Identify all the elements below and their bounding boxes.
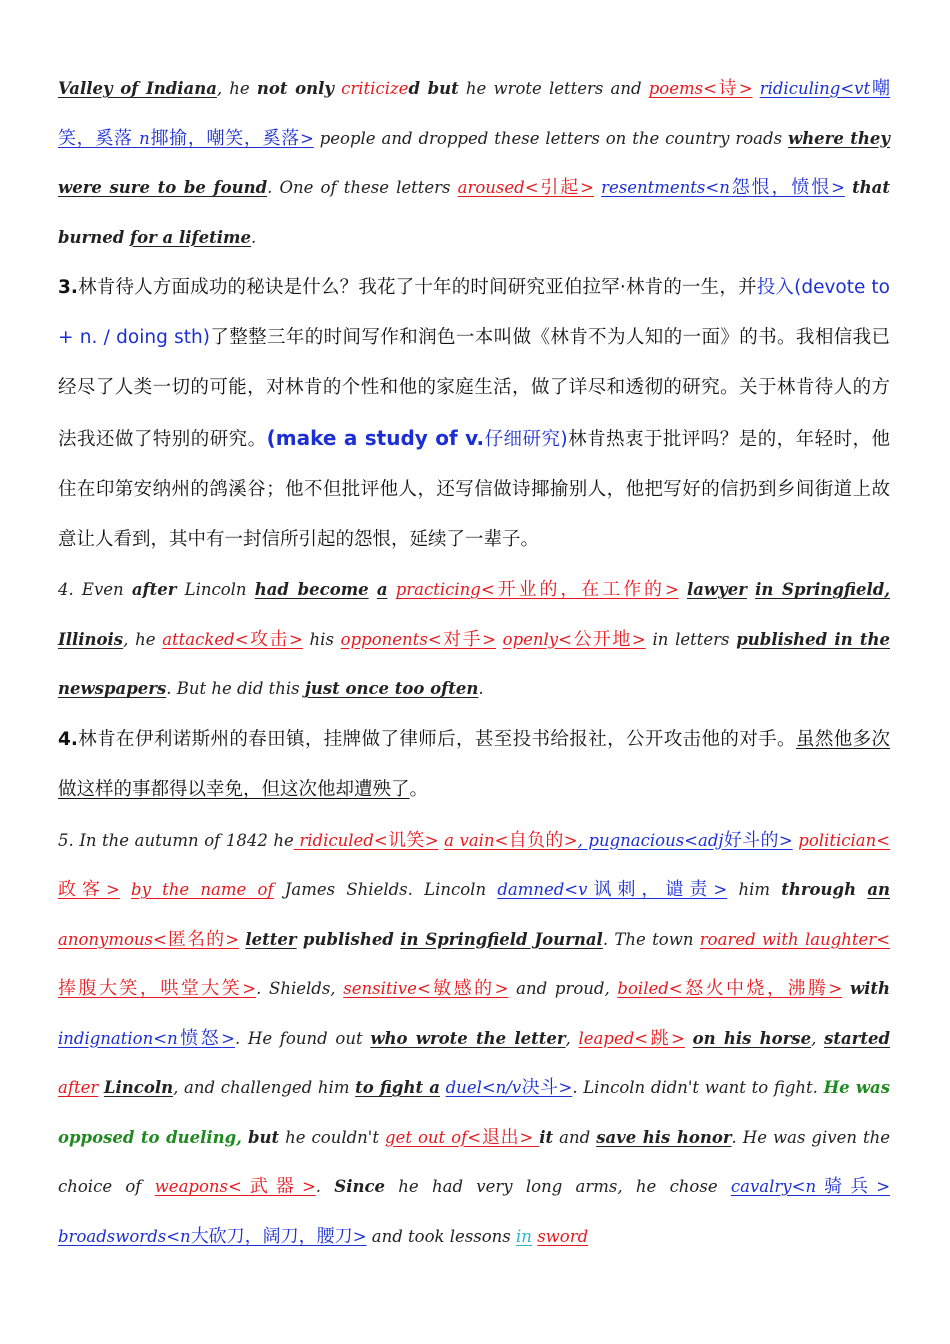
text-run: practicing<: [395, 580, 495, 599]
text-run: 讥笑: [387, 829, 425, 851]
text-run: 退出: [481, 1126, 520, 1148]
text-run: >: [519, 1127, 540, 1147]
text-run: >: [424, 830, 439, 850]
text-run: 仔细研究): [484, 429, 568, 450]
text-run: with: [849, 979, 891, 998]
text-run: 好斗的: [723, 829, 779, 851]
text-run: by the name of: [131, 880, 274, 899]
text-run: [747, 580, 755, 599]
text-run: 公开地: [571, 628, 632, 650]
text-run: . But he did this: [166, 679, 305, 698]
text-run: criticize: [341, 79, 409, 98]
text-run: . Lincoln didn't want to fight.: [572, 1078, 824, 1097]
text-run: >: [352, 1226, 367, 1246]
text-run: 政客: [58, 879, 106, 900]
text-run: 匿名的: [166, 928, 226, 950]
text-run: >: [105, 880, 120, 899]
text-run: 捧腹大笑，哄堂大笑: [58, 978, 243, 999]
text-run: [845, 178, 852, 197]
text-run: , he: [123, 629, 163, 649]
text-run: >: [494, 979, 509, 998]
text-run: politician<: [798, 830, 891, 850]
text-run: him: [727, 880, 782, 899]
text-run: ,: [811, 1028, 825, 1048]
text-run: , pugnacious<adj: [577, 830, 724, 850]
text-run: >: [664, 580, 679, 599]
text-run: he couldn't: [279, 1127, 385, 1147]
text-run: through: [781, 880, 857, 899]
text-run: 怒火中烧，沸腾: [682, 978, 829, 999]
text-run: [120, 880, 131, 899]
text-run: . He found out: [234, 1028, 371, 1048]
text-run: boiled<: [617, 979, 683, 998]
text-run: an: [867, 880, 891, 899]
paragraph-english-5: [58, 816, 890, 1262]
text-run: in Springfield, Illinois: [58, 580, 891, 649]
text-run: >: [242, 979, 257, 998]
text-run: he had very long arms, he chose: [385, 1177, 731, 1196]
text-run: letter: [245, 929, 297, 949]
text-run: published in the newspapers: [58, 629, 891, 698]
text-run: 武器: [241, 1176, 302, 1197]
text-run: >: [580, 178, 594, 197]
text-run: to fight a: [355, 1078, 440, 1097]
paragraph-english-3: [58, 64, 890, 262]
text-run: it: [539, 1127, 554, 1147]
text-run: [842, 979, 850, 998]
text-run: 攻击: [248, 628, 289, 650]
text-run: sensitive<: [343, 979, 431, 998]
text-run: .: [250, 227, 257, 247]
text-run: 讽刺，谴责: [587, 879, 714, 900]
text-run: >: [738, 79, 753, 98]
paragraph-chinese-4: [58, 715, 890, 815]
text-run: ,: [565, 1028, 579, 1048]
text-run: [685, 1029, 693, 1048]
text-run: 敏感的: [430, 978, 495, 999]
text-run: [753, 79, 760, 98]
text-run: save his honor: [596, 1127, 732, 1147]
text-run: 林肯待人方面成功的秘诀是什么？我花了十年的时间研究亚伯拉罕·林肯的一生，并: [77, 277, 757, 298]
text-run: >: [563, 830, 578, 850]
text-run: [856, 880, 867, 899]
text-run: , he: [216, 79, 257, 98]
text-run: 开业的，在工作的: [494, 579, 665, 600]
text-run: 对手: [441, 628, 483, 650]
text-run: his: [302, 629, 341, 649]
text-run: 跳: [648, 1027, 672, 1049]
text-run: where they were sure to be found: [58, 128, 891, 197]
text-run: broadswords<n: [58, 1226, 191, 1246]
text-run: 5. In the autumn of 1842 he: [58, 830, 294, 850]
text-run: published: [302, 929, 394, 949]
text-run: [679, 580, 687, 599]
text-run: [388, 580, 396, 599]
text-run: after: [58, 1078, 99, 1097]
text-run: after: [131, 580, 177, 599]
text-run: 林肯在伊利诺斯州的春田镇，挂牌做了律师后，甚至投书给报社，公开攻击他的对手。: [77, 728, 796, 750]
text-run: 骑兵: [816, 1176, 877, 1197]
text-run: 愤怒: [177, 1027, 222, 1049]
text-run: roared with laughter<: [699, 929, 891, 949]
text-run: >: [299, 128, 314, 148]
text-run: He was opposed to dueling,: [58, 1078, 891, 1147]
text-run: for a lifetime: [130, 227, 251, 247]
text-run: >: [558, 1078, 573, 1097]
text-run: . The town: [602, 929, 700, 949]
text-run: in: [516, 1226, 532, 1246]
text-run: Valley of Indiana: [58, 79, 217, 98]
text-run: 引起: [538, 177, 581, 198]
text-run: 4. Even: [58, 580, 132, 599]
text-run: 怨恨，愤恨: [729, 177, 832, 198]
text-run: 4.: [58, 728, 78, 750]
text-run: 。: [409, 778, 429, 800]
text-run: a vain<: [444, 830, 509, 850]
text-run: n: [139, 128, 150, 148]
text-run: just once too often: [304, 679, 479, 698]
text-run: . One of these letters: [267, 178, 458, 197]
paragraph-english-4: [58, 565, 890, 714]
text-run: he wrote letters and: [458, 79, 649, 98]
text-run: 诗: [716, 78, 739, 99]
text-run: [496, 630, 503, 649]
text-run: a: [376, 580, 388, 599]
text-run: >: [631, 629, 646, 649]
text-run: James Shields. Lincoln: [273, 880, 498, 899]
text-run: that burned: [58, 178, 890, 247]
text-run: sword: [537, 1226, 589, 1246]
paragraph-chinese-3: [58, 263, 890, 565]
text-run: 决斗: [521, 1077, 559, 1098]
text-run: attacked<: [162, 629, 249, 649]
text-run: >: [225, 929, 240, 949]
text-run: ridiculing<vt: [759, 79, 871, 98]
text-run: .: [478, 679, 484, 698]
text-run: anonymous<: [58, 929, 167, 949]
text-run: >: [301, 1177, 316, 1196]
text-run: in letters: [645, 629, 737, 649]
text-run: Since: [334, 1177, 386, 1196]
text-run: >: [671, 1028, 685, 1048]
text-run: [369, 580, 377, 599]
text-run: Lincoln: [103, 1078, 174, 1097]
text-run: 3.: [58, 277, 78, 298]
text-run: >: [713, 880, 728, 899]
text-run: Lincoln: [176, 580, 255, 599]
text-run: 大砍刀，阔刀，腰刀: [190, 1225, 353, 1247]
text-run: duel<n/v: [445, 1078, 522, 1097]
text-run: . Shields,: [256, 979, 344, 998]
text-run: who wrote the letter: [370, 1028, 566, 1048]
text-run: >: [876, 1177, 891, 1196]
text-run: aroused<: [457, 178, 539, 197]
text-run: not only: [256, 79, 334, 98]
text-run: and took lessons: [366, 1226, 517, 1246]
text-run: , and challenged him: [173, 1078, 356, 1097]
text-run: ridiculed<: [293, 830, 388, 850]
text-run: in Springfield Journal: [400, 929, 603, 949]
text-run: (devote to + n. / doing sth): [58, 277, 890, 348]
text-run: openly<: [502, 629, 572, 649]
text-run: and proud,: [508, 979, 618, 998]
text-run: >: [778, 830, 793, 850]
text-run: d but: [408, 79, 459, 98]
text-run: resentments<n: [601, 178, 730, 197]
text-run: (make a study of v.: [266, 426, 485, 450]
text-run: on his horse: [692, 1028, 812, 1048]
text-run: cavalry<n: [730, 1177, 817, 1196]
text-run: 投入: [756, 277, 795, 298]
text-run: 自负的: [508, 829, 564, 851]
text-run: poems<: [648, 79, 717, 98]
text-run: but: [247, 1127, 280, 1147]
text-run: started: [824, 1028, 891, 1048]
text-run: 虽然他多次做这样的事都得以幸免，但这次他却遭殃了: [58, 728, 890, 800]
text-run: >: [482, 629, 496, 649]
text-run: get out of<: [385, 1127, 482, 1147]
text-run: >: [221, 1028, 235, 1048]
text-run: people and dropped these letters on the country roads: [313, 128, 788, 148]
text-run: 林肯热衷于批评吗？是的，年轻时，他住在印第安纳州的鸽溪谷；他不但批评他人，还写信做诗揶揄别人，他把写好的信扔到乡间街道上故意让人看到，其中有一封信所引起的怨恨，延续了一辈子。: [58, 429, 890, 550]
text-run: 嘲笑，奚落: [58, 78, 891, 149]
text-run: leaped<: [578, 1028, 649, 1048]
text-run: >: [831, 178, 845, 197]
text-run: damned<v: [497, 880, 588, 899]
text-run: >: [289, 629, 303, 649]
text-run: weapons<: [154, 1177, 242, 1196]
text-run: opponents<: [340, 629, 442, 649]
text-run: and: [553, 1127, 597, 1147]
text-run: had become: [254, 580, 369, 599]
text-run: . He was given the choice of: [58, 1127, 891, 1196]
text-run: .: [315, 1177, 335, 1196]
text-run: lawyer: [686, 580, 747, 599]
text-run: indignation<n: [58, 1028, 178, 1048]
text-run: >: [828, 979, 843, 998]
text-run: 了整整三年的时间写作和润色一本叫做《林肯不为人知的一面》的书。我相信我已经尽了人类一切的可能，对林肯的个性和他的家庭生活，做了详尽和透彻的研究。关于林肯待人的方法我还做了特别的研究。: [58, 327, 890, 450]
text-run: 揶揄，嘲笑，奚落: [149, 127, 300, 149]
